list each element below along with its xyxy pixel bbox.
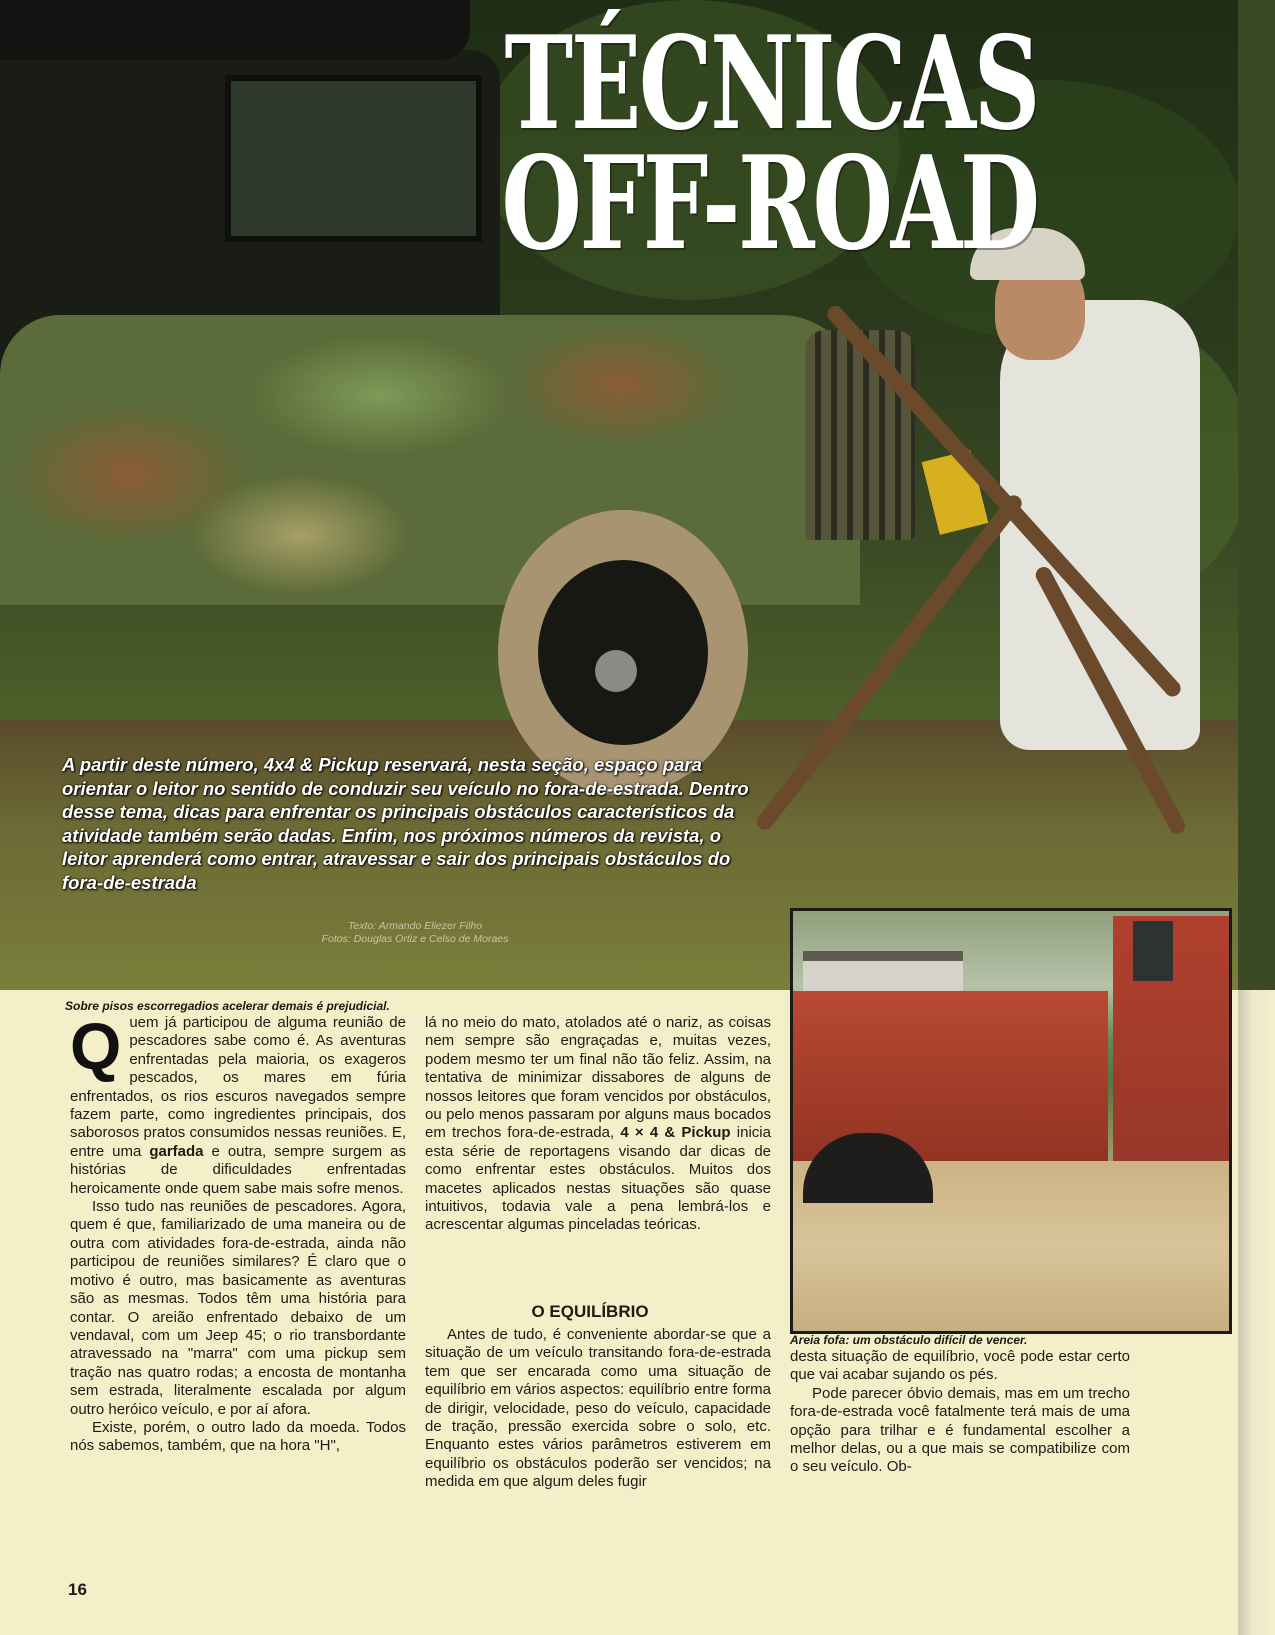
hero-photo-caption: Sobre pisos escorregadios acelerar demais é prejudicial. xyxy=(65,999,390,1013)
text-column-2 xyxy=(425,1014,771,1235)
paragraph: desta situação de equilíbrio, você pode estar certo que vai acabar sujando os pés. xyxy=(790,1348,1130,1384)
jeep-soft-top xyxy=(0,0,470,60)
paragraph-text: e outra, sempre surgem as histórias de dificuldades enfrentadas heroicamente onde quem sabe mais sofre menos. xyxy=(70,1142,406,1197)
jeep-grille xyxy=(805,330,915,540)
paragraph: Pode parecer óbvio demais, mas em um trecho fora-de-estrada você fatalmente terá mais de uma opção para trilhar e é fundamental escolher a melhor delas, ou a que mais se compatibilize com o seu veículo. Ob- xyxy=(790,1384,1130,1476)
paragraph: Existe, porém, o outro lado da moeda. Todos nós sabemos, também, que na hora "H", xyxy=(70,1418,406,1455)
text-column-3 xyxy=(790,1348,1130,1477)
jeep-camo-body xyxy=(0,315,860,605)
credits xyxy=(300,920,530,946)
page-edge xyxy=(1238,0,1275,1635)
paragraph: Isso tudo nas reuniões de pescadores. Agora, quem é que, familiarizado de uma maneira ou de outra com atividades fora-de-estrada, ainda não participou de reuniões similares? É claro que o motivo é outro, mas basicamente as aventuras são as mesmas. Todos têm uma história para contar. O areião enfrentado debaixo de um vendaval, com um Jeep 45; o rio transbordante atravessado na "marra" com uma pickup sem tração nas quatro rodas; a encosta de montanha sem estrada, literalmente escalada por algum outro heróico veículo, e por aí afora. xyxy=(70,1198,406,1418)
section-heading: O EQUILÍBRIO xyxy=(531,1302,649,1321)
text-column-2-continued xyxy=(425,1326,771,1492)
page-number: 16 xyxy=(68,1580,87,1599)
paragraph-text: uem já participou de alguma reunião de pescadores sabe como é. As aventuras enfrentadas pela maioria, os exageros pescados, os mares em fúria enfrentados, os rios escuros navegados sempre fazem parte, como ingredientes principais, dos saborosos pratos consumidos nessas reuniões. E, entre uma xyxy=(70,1014,406,1160)
truck-window xyxy=(1133,921,1173,981)
drop-cap: Q xyxy=(70,1009,122,1083)
wheel-hub xyxy=(595,650,637,692)
credits-photos: Fotos: Douglas Ortiz e Celso de Moraes xyxy=(321,933,509,945)
keyword: garfada xyxy=(149,1142,204,1160)
article-title-line-2: OFF-ROAD xyxy=(501,129,1038,279)
credits-text: Texto: Armando Eliezer Filho xyxy=(347,920,483,932)
sand-photo-caption: Areia fofa: um obstáculo difícil de vencer. xyxy=(790,1333,1028,1347)
sand-truck-photo xyxy=(790,908,1232,1334)
paragraph xyxy=(425,1014,771,1235)
paragraph-text: lá no meio do mato, atolados até o nariz, as coisas nem sempre são engraçadas e, muitas vezes, podem mesmo ter um final não tão feliz. Assim, na tentativa de minimizar dissabores de alguns de nossos leitores que foram vencidos por obstáculos, ou pelo menos passaram por alguns maus bocados em trechos fora-de-estrada, xyxy=(425,1014,771,1142)
paragraph-text: inicia esta série de reportagens visando dar dicas de como enfrentar estes obstáculos. Muitos dos macetes aplicados nestas situações são quase intuitivos, todavia vale a pena lembrá-los e acrescentar algumas pinceladas teóricas. xyxy=(425,1124,771,1234)
article-title-line-1: TÉCNICAS xyxy=(504,9,1038,159)
text-column-1 xyxy=(70,1009,406,1456)
paragraph xyxy=(70,1009,406,1198)
article-intro: A partir deste número, 4x4 & Pickup reservará, nesta seção, espaço para orientar o leitor no sentido de conduzir seu veículo no fora-de-estrada. Dentro desse tema, dicas para enfrentar os principais obstáculos característicos da atividade também serão dadas. Enfim, nos próximos números da revista, o leitor aprenderá como entrar, atravessar e sair dos principais obstáculos do fora-de-estrada xyxy=(62,754,749,893)
page-edge-photo xyxy=(1238,0,1275,990)
jeep-window xyxy=(225,75,482,242)
keyword: 4 × 4 & Pickup xyxy=(620,1124,731,1142)
paragraph: Antes de tudo, é conveniente abordar-se que a situação de um veículo transitando fora-de-estrada tem que ser encarada como uma situação de equilíbrio em vários aspectos: equilíbrio entre forma de dirigir, velocidade, peso do veículo, capacidade de tração, pressão exercida sobre o solo, etc. Enquanto estes vários parâmetros estiverem em equilíbrio os obstáculos poderão ser vencidos; na medida em que algum deles fugir xyxy=(425,1326,771,1491)
